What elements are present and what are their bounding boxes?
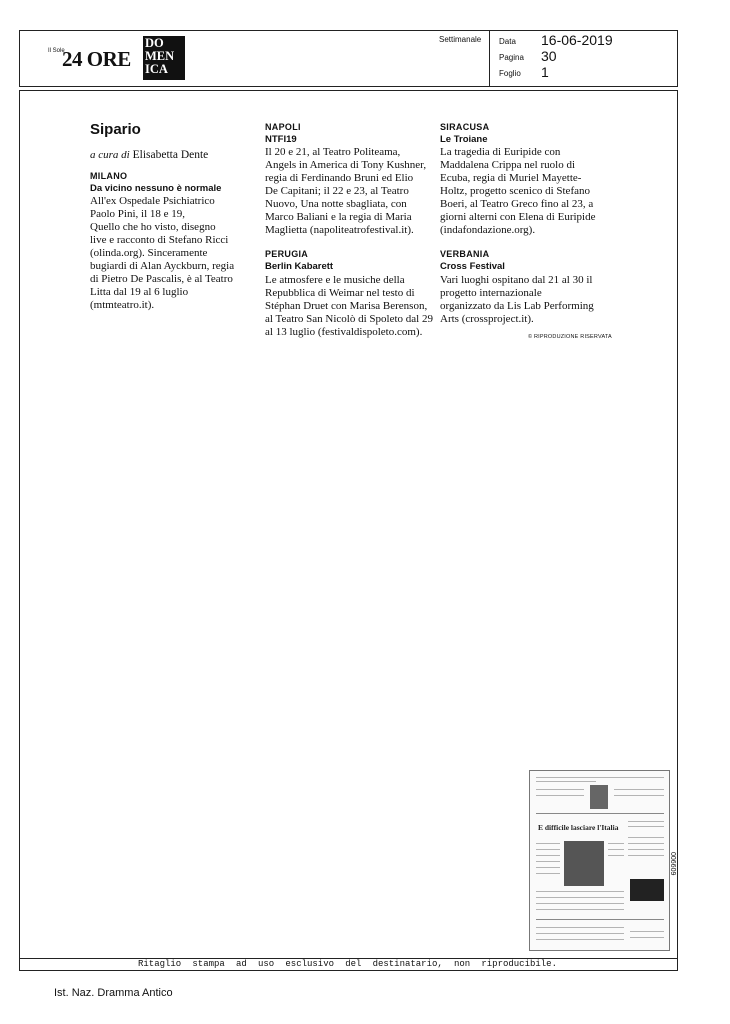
data-value: 16-06-2019 (541, 32, 613, 48)
section-head: NTFI19 (265, 134, 297, 145)
text-line: Paolo Pini, il 18 e 19, (90, 208, 186, 220)
text-line: Arts (crossproject.it). (440, 313, 534, 325)
text-line: regia di Ferdinando Bruni ed Elio (265, 172, 414, 184)
byline (90, 149, 208, 161)
byline-prefix: a cura di (90, 149, 130, 161)
footer-word: uso (258, 959, 275, 969)
institution-note: Ist. Naz. Dramma Antico (54, 987, 173, 999)
logo-24ore: 24 ORE (62, 47, 131, 71)
col1-body (90, 195, 260, 312)
city-label: SIRACUSA (440, 122, 490, 132)
side-code: 006609 (669, 852, 676, 876)
text-line: di Pietro De Pascalis, è al Teatro (90, 273, 233, 285)
text-line: live e racconto di Stefano Ricci (90, 234, 229, 246)
byline-name: Elisabetta Dente (132, 149, 209, 161)
col2-body-1 (265, 146, 437, 237)
foglio-value: 1 (541, 64, 549, 80)
text-line: Boeri, al Teatro Greco fino al 23, a (440, 198, 594, 210)
footer-word: Ritaglio (138, 959, 182, 969)
city-label: PERUGIA (265, 249, 309, 259)
logo-domenica-line: DO (145, 36, 164, 50)
text-line: progetto internazionale (440, 287, 542, 299)
city-label: MILANO (90, 171, 128, 181)
col3-body-2 (440, 274, 612, 326)
pagina-label: Pagina (499, 53, 524, 62)
footer-word: destinatario, (372, 959, 443, 969)
section-head: Cross Festival (440, 261, 505, 272)
footer-word: ad (236, 959, 247, 969)
text-line: Maglietta (napoliteatrofestival.it). (265, 224, 414, 236)
section-head: Da vicino nessuno è normale (90, 183, 222, 194)
col3-body-1 (440, 146, 612, 237)
data-label: Data (499, 37, 516, 46)
footer-word: non (453, 959, 471, 969)
foglio-label: Foglio (499, 69, 521, 78)
text-line: Quello che ho visto, disegno (90, 221, 216, 233)
logo-domenica-line: ICA (145, 62, 168, 77)
footer-word: esclusivo (285, 959, 334, 969)
text-line: Angels in America di Tony Kushner, (265, 159, 427, 171)
city-label: VERBANIA (440, 249, 490, 259)
col2-body-2 (265, 274, 437, 339)
page-thumbnail (529, 770, 670, 951)
text-line: al Teatro San Nicolò di Spoleto dal 29 (265, 313, 433, 325)
text-line: Stéphan Druet con Marisa Berenson, (265, 300, 428, 312)
text-line: Litta dal 19 al 6 luglio (90, 286, 189, 298)
text-line: bugiardi di Alan Ayckburn, regia (90, 260, 235, 272)
text-line: Maddalena Crippa nel ruolo di (440, 159, 576, 171)
footer-word: riproducibile. (481, 959, 557, 969)
text-line: De Capitani; il 22 e 23, al Teatro (265, 185, 409, 197)
footer-word: stampa (192, 959, 225, 969)
copyright-note: © RIPRODUZIONE RISERVATA (528, 334, 612, 340)
text-line: All'ex Ospedale Psichiatrico (90, 195, 215, 207)
text-line: Ecuba, regia di Muriel Mayette- (440, 172, 582, 184)
text-line: Holtz, progetto scenico di Stefano (440, 185, 590, 197)
section-head: Berlin Kabarett (265, 261, 334, 272)
text-line: (olinda.org). Sinceramente (90, 247, 208, 259)
city-label: NAPOLI (265, 122, 301, 132)
pagina-value: 30 (541, 48, 557, 64)
text-line: al 13 luglio (festivaldispoleto.com). (265, 326, 423, 338)
logo-domenica-line: MEN (145, 49, 175, 64)
text-line: Vari luoghi ospitano dal 21 al 30 il (440, 274, 593, 286)
text-line: Repubblica di Weimar nel testo di (265, 287, 415, 299)
text-line: Nuovo, Una notte sbagliata, con (265, 198, 407, 210)
logo-ilsole: Il Sole (48, 48, 65, 54)
article-title: Sipario (90, 121, 141, 138)
footer-word: del (345, 959, 362, 969)
footer-disclaimer (20, 959, 677, 970)
section-head: Le Troiane (440, 134, 488, 145)
text-line: giorni alterni con Elena di Euripide (440, 211, 596, 223)
text-line: (indafondazione.org). (440, 224, 536, 236)
periodicity-label: Settimanale (439, 35, 482, 44)
text-line: organizzato da Lis Lab Performing (440, 300, 594, 312)
text-line: Le atmosfere e le musiche della (265, 274, 405, 286)
header-divider (489, 30, 490, 87)
text-line: La tragedia di Euripide con (440, 146, 561, 158)
text-line: (mtmteatro.it). (90, 299, 155, 311)
text-line: Marco Baliani e la regia di Maria (265, 211, 412, 223)
logo-domenica (143, 36, 185, 80)
text-line: Il 20 e 21, al Teatro Politeama, (265, 146, 401, 158)
thumbnail-headline: E difficile lasciare l'Italia (538, 823, 619, 832)
